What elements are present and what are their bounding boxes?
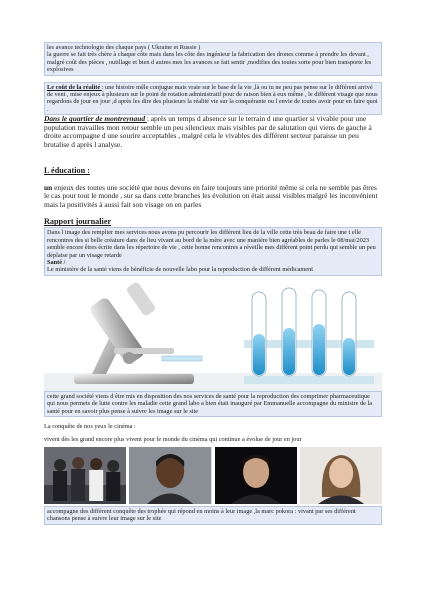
document-page: [44, 42, 382, 525]
education-lead: un: [44, 182, 53, 192]
intro-box: [44, 42, 382, 76]
lab-illustration: [44, 278, 382, 391]
education-title: L éducation :: [44, 165, 90, 175]
portrait-2-image: [215, 447, 297, 504]
cinema-title: La conquête de nos yeux le cinéma :: [44, 423, 136, 431]
quarter-paragraph: [44, 115, 382, 149]
cost-body: : une histoire mêle conjugue mais vraie sur le base de la vie ,là ou tu ne peu pas pense sur le différent arrivé de vent , mise enjeux à plusieurs sur le point de rotation administratif pour de raison bien à eux même , le différent visage que nous regardons de jour en jour ,d après les dire des plusieurs la réalité vie sur la conquérante ou l envie de toutes avoir pour en faire quoi .: [47, 83, 378, 113]
portrait-3-image: [300, 447, 382, 504]
report-body: Dans l image des remplier mes services nous avons pu percourir les différent lieu de la ville cette très beau de faire une t elle rencontres des si belle créature dans de lieu vivant au bord de la mère avec une manière bien agréables de parles le 08/mai/2023 semble encore êtres écrite dans les répertoire de vie , cette bonne rencontres a réveille mes différent point perdu qui semble un peu déplaise par un visage retarde: [47, 229, 376, 259]
photo-portrait-1: [129, 447, 211, 504]
photo-strip: [44, 447, 382, 504]
report-title: Rapport journalier: [44, 217, 112, 227]
intro-line-1: les avance technologie des chaque pays ( Ukraine et Russie ): [47, 44, 201, 51]
photos-caption: accompagne des différent conquête des trophée qui répond en moins à leur image ,la marc pokora : vivant par ses différent chansons pense à suivre leur image sur le site: [47, 507, 356, 523]
photo-group: [44, 447, 126, 504]
photos-caption-box: [44, 506, 382, 525]
cost-box: [44, 82, 382, 116]
cinema-body: vivent dès les grand encore plus vivent pour le monde du cinéma qui continue a évolue de jour en jour: [44, 436, 302, 444]
group-photo-image: [44, 447, 126, 504]
photo-portrait-2: [215, 447, 297, 504]
lab-image: [44, 278, 382, 391]
cost-heading: Le coût de la réalité: [47, 83, 102, 91]
intro-line-2: la guerre se fait très chère à chaque côte mais dans les côte des ingénieur la fabrication des drones comme à prendre les devant , malgré coût des pièces , outillage et bien d autres mes les avances se fait sentir ,modifies des toutes sorte pour bien transporte les explosives: [47, 51, 372, 74]
lab-caption-box: [44, 391, 382, 417]
education-paragraph: [44, 184, 382, 210]
quarter-body: : après un temps d absence sur le terrain d une quartier si vivable pour une population travailles mon retour semble un peu silencieux mais visibles par de salutation qui viens de gauche à droite accompagne d une sourire acceptables , malgré cela le vivables des différent secteur paraisse un peu brutalise d après l analyse.: [44, 114, 372, 150]
education-body: enjeux des toutes une société que nous devons en faire toujours une priorité même si cela ne semble pas êtres le cas pour tout le monde , sur sa dans cette branches les évolution on était aussi visibles malgré les inconvénient mais la positivités à aussi fait son visage on en parles: [44, 182, 378, 209]
report-box: [44, 227, 382, 275]
lab-caption: cette grand société viens d être mis en disposition des nos services de santé pour la reproduction des comprimer pharmaceutique qui nous permets de lutte contre les maladie cette grand labo a bien était inauguré par Emmanuelle accompagne du ministre de la santé pour en savoir plus pense à suivre les image sur le site: [47, 392, 373, 415]
health-body: Le ministère de la santé viens de bénéficie de nouvelle labo pour la reproduction de différent médicament: [47, 266, 313, 274]
photo-portrait-3: [300, 447, 382, 504]
health-label: Santé /: [47, 259, 66, 267]
quarter-heading: Dans le quartier de montreynaud: [44, 114, 147, 124]
cost-paragraph: [47, 84, 379, 114]
portrait-1-image: [129, 447, 211, 504]
